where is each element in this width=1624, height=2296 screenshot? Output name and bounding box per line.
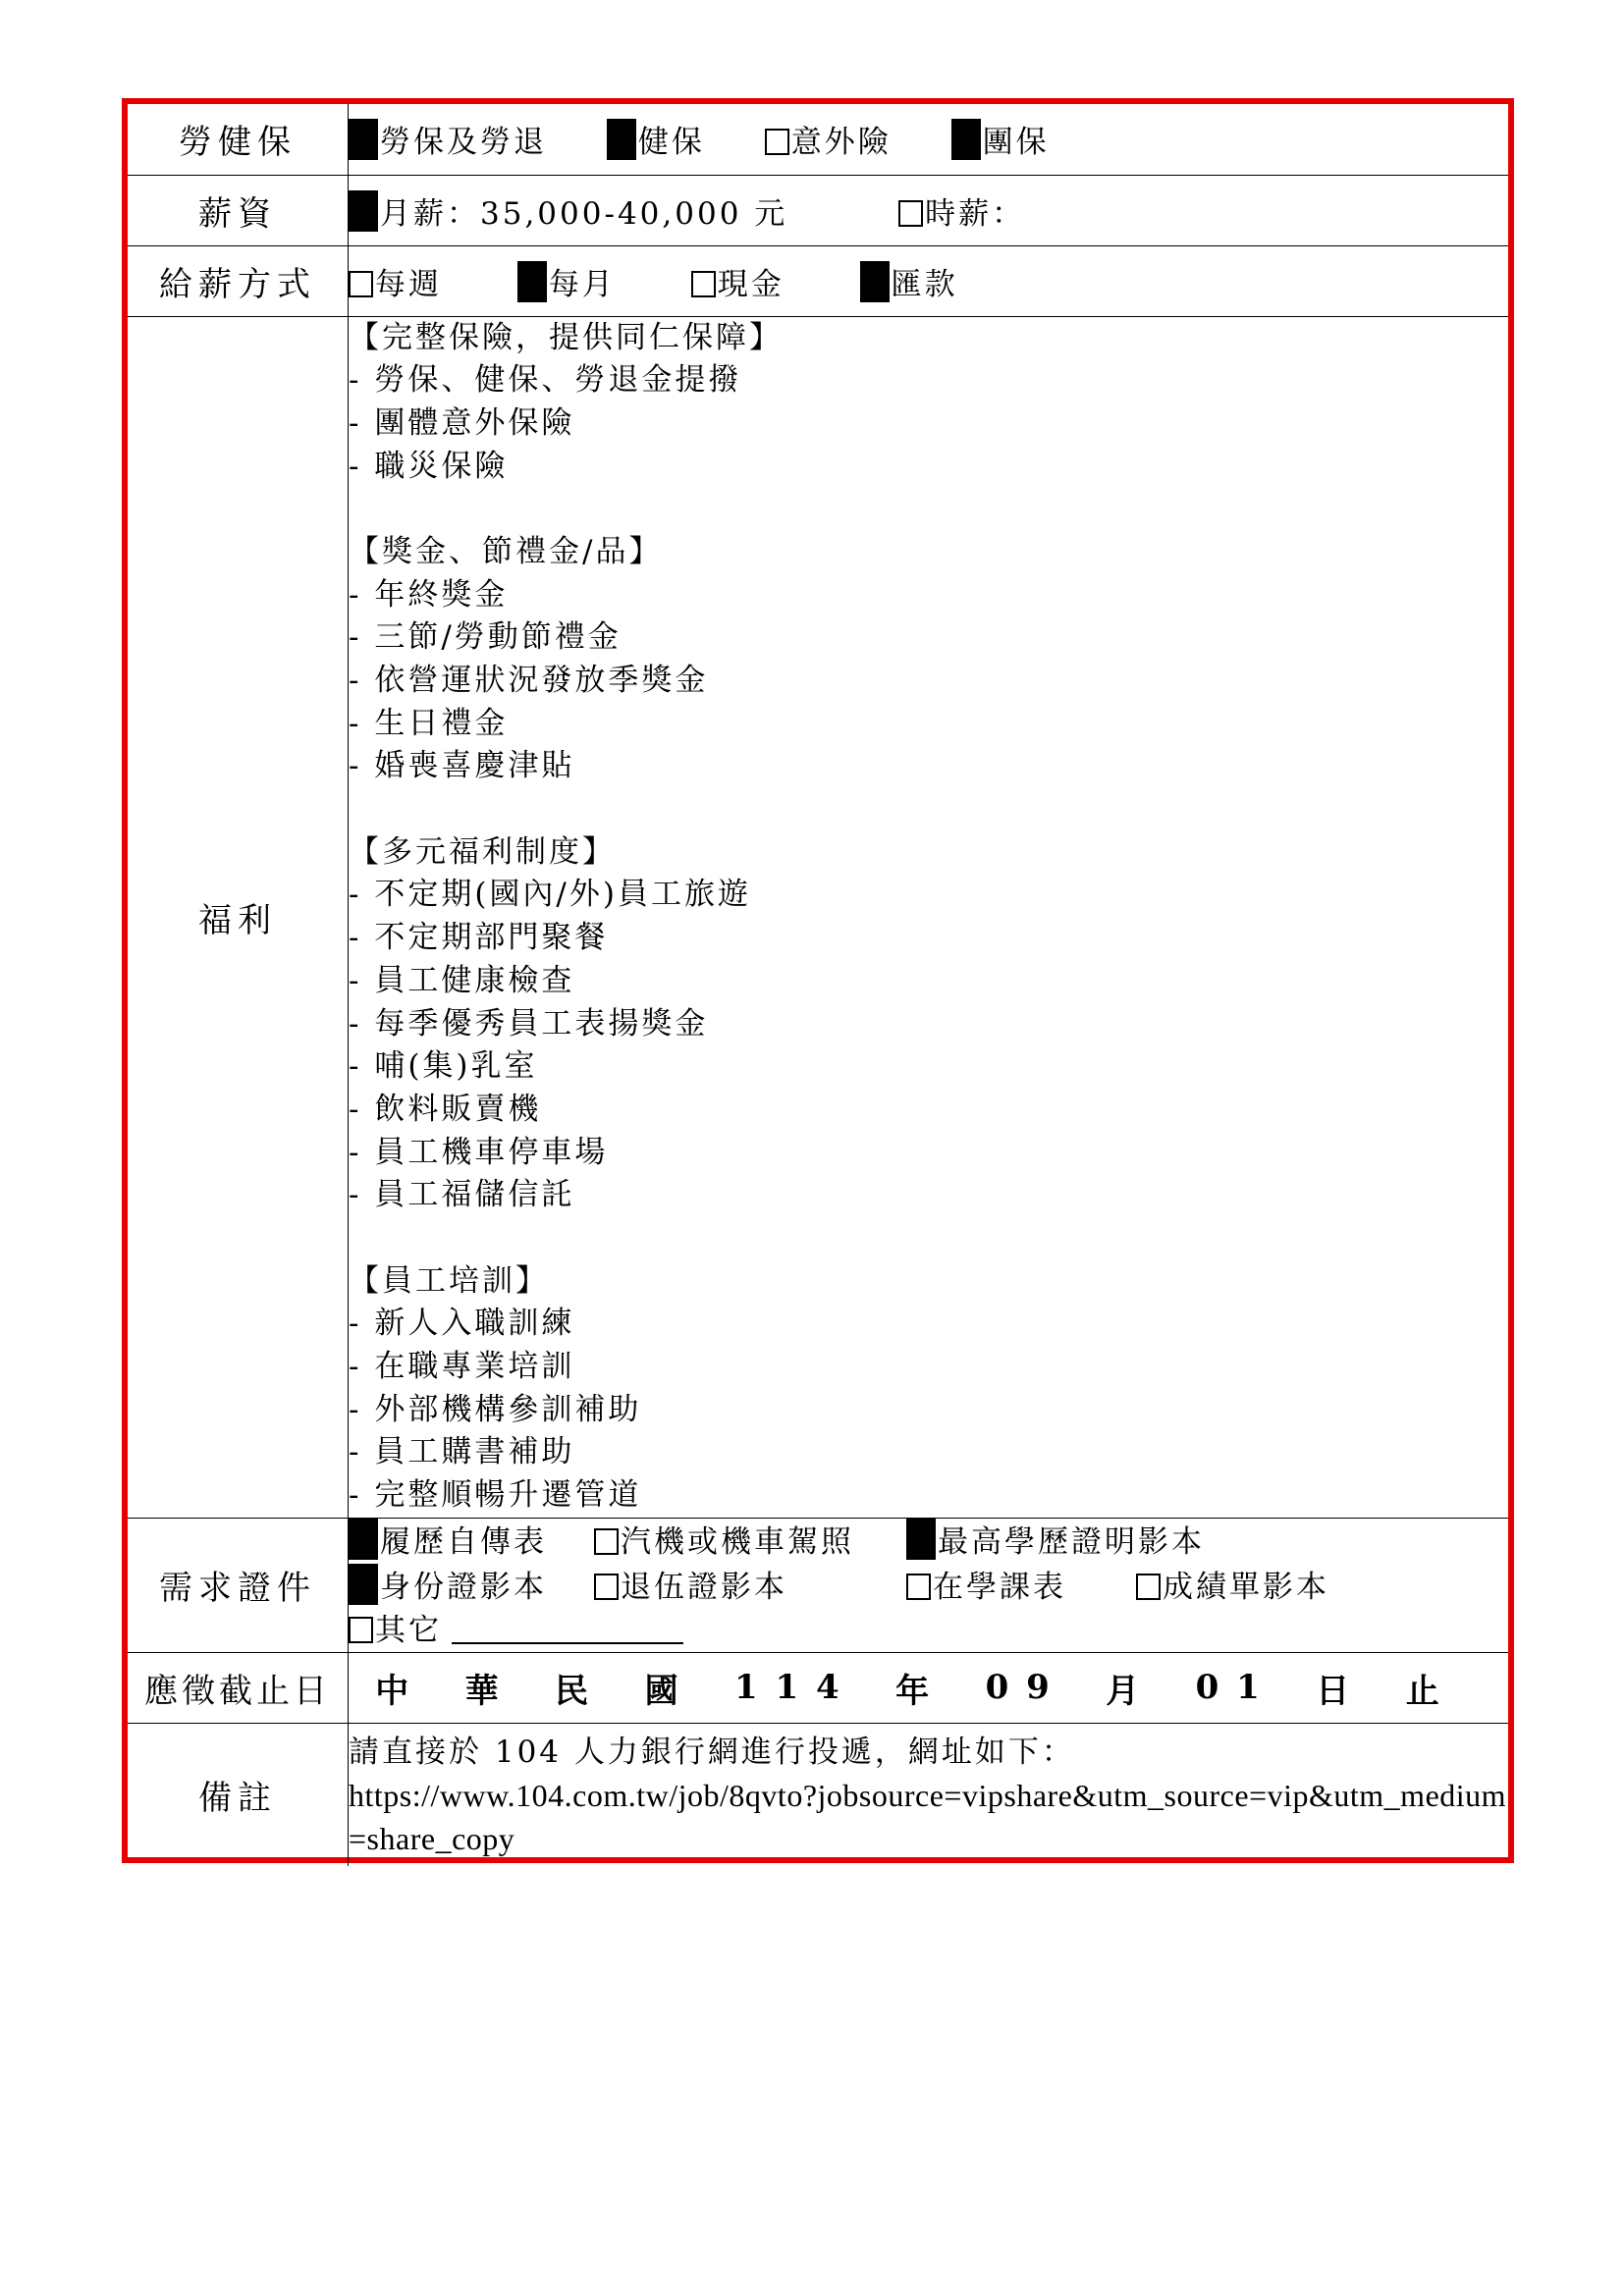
option-group-insurance[interactable]: [951, 117, 1050, 161]
benefit-line: - 員工健康檢查: [349, 962, 575, 998]
option-label: 現金: [717, 266, 785, 302]
benefit-line: - 員工購書補助: [349, 1434, 575, 1470]
row-benefits: [128, 316, 1508, 1518]
checkbox[interactable]: [906, 1574, 931, 1600]
documents-line-2: [349, 1564, 1508, 1609]
option-discharge-copy[interactable]: [594, 1566, 906, 1609]
row-deadline: [128, 1652, 1508, 1723]
checkbox[interactable]: [860, 261, 890, 302]
checkbox[interactable]: [906, 1519, 936, 1560]
option-label: 履歷自傳表: [380, 1523, 547, 1560]
label-salary: 薪資: [128, 175, 349, 245]
benefits-list: [349, 316, 1509, 1518]
benefit-line: [349, 1217, 1508, 1260]
option-label: 身份證影本: [380, 1569, 547, 1605]
row-remarks: [128, 1723, 1508, 1866]
benefit-line: - 外部機構參訓補助: [349, 1391, 642, 1427]
option-label: 意外險: [790, 125, 892, 161]
row-insurance: [128, 104, 1508, 175]
checkbox[interactable]: [1136, 1574, 1161, 1600]
label-remarks: 備註: [128, 1723, 349, 1866]
benefit-line: - 完整順暢升遷管道: [349, 1477, 642, 1514]
benefit-line: - 在職專業培訓: [349, 1349, 575, 1384]
benefit-line: - 團體意外保險: [349, 404, 575, 441]
label-deadline: 應徵截止日: [128, 1652, 349, 1723]
option-label: 匯款: [891, 266, 958, 302]
option-label: 團保: [982, 125, 1050, 161]
benefit-line: - 員工福儲信託: [349, 1177, 575, 1213]
option-label: 最高學歷證明影本: [938, 1523, 1205, 1560]
option-hourly-wage[interactable]: [898, 188, 1025, 233]
option-labor-insurance-pension[interactable]: [349, 117, 547, 161]
benefit-line: - 婚喪喜慶津貼: [349, 748, 575, 784]
checkbox[interactable]: [765, 129, 789, 155]
option-label: 月薪：35,000-40,000 元: [380, 195, 788, 232]
option-label: 每月: [548, 266, 616, 302]
option-cash[interactable]: [691, 259, 785, 303]
salary-options: [349, 175, 1509, 245]
option-weekly[interactable]: [349, 259, 442, 303]
benefit-line: 【完整保險，提供同仁保障】: [349, 319, 783, 355]
deadline-part: 日: [1316, 1671, 1353, 1711]
benefit-line: 【獎金、節禮金/品】: [349, 533, 663, 569]
option-accident-insurance[interactable]: [765, 117, 892, 161]
benefit-line: - 年終獎金: [349, 576, 509, 613]
option-monthly[interactable]: [517, 259, 616, 303]
checkbox[interactable]: [594, 1528, 619, 1555]
row-pay-method: [128, 245, 1508, 316]
deadline-value: [349, 1652, 1509, 1723]
benefit-line: - 員工機車停車場: [349, 1134, 609, 1170]
remarks-content: [349, 1723, 1509, 1866]
row-documents: [128, 1518, 1508, 1652]
option-class-schedule[interactable]: [906, 1566, 1136, 1609]
deadline-part: 國: [644, 1671, 681, 1711]
label-documents: 需求證件: [128, 1518, 349, 1652]
option-label: 在學課表: [933, 1569, 1066, 1605]
option-label: 每週: [375, 266, 442, 302]
deadline-part: 華: [464, 1671, 502, 1711]
benefit-line: [349, 788, 1508, 831]
benefit-line: [349, 488, 1508, 531]
option-health-insurance[interactable]: [607, 117, 705, 161]
benefit-line: - 哺(集)乳室: [349, 1048, 538, 1085]
pay-method-options: [349, 245, 1509, 316]
deadline-year: 1 1 4: [734, 1668, 842, 1708]
deadline-part: 止: [1405, 1671, 1442, 1711]
checkbox[interactable]: [594, 1574, 619, 1600]
benefit-line: - 不定期部門聚餐: [349, 920, 609, 956]
row-salary: [128, 175, 1508, 245]
deadline-date: [349, 1664, 1508, 1712]
deadline-day: 0 1: [1195, 1668, 1263, 1708]
option-label: 成績單影本: [1163, 1569, 1329, 1605]
option-label: 汽機或機車駕照: [621, 1523, 854, 1560]
checkbox[interactable]: [349, 271, 373, 297]
form-frame: [122, 98, 1514, 1863]
benefit-line: - 職災保險: [349, 448, 509, 484]
documents-line-1: [349, 1519, 1508, 1564]
checkbox[interactable]: [951, 119, 981, 160]
option-resume[interactable]: [349, 1519, 594, 1564]
remarks-instruction: 請直接於 104 人力銀行網進行投遞，網址如下：: [349, 1734, 1075, 1770]
option-label: 其它: [375, 1612, 442, 1648]
documents-line-3: [349, 1609, 1508, 1652]
checkbox[interactable]: [349, 119, 378, 160]
label-pay-method: 給薪方式: [128, 245, 349, 316]
benefit-line: - 每季優秀員工表揚獎金: [349, 1005, 709, 1041]
option-other[interactable]: [349, 1613, 442, 1648]
option-label: 退伍證影本: [621, 1569, 787, 1605]
checkbox[interactable]: [691, 271, 716, 297]
deadline-part: 民: [555, 1671, 592, 1711]
benefit-line: - 生日禮金: [349, 705, 509, 741]
checkbox[interactable]: [898, 200, 923, 227]
option-label: 健保: [637, 125, 705, 161]
checkbox[interactable]: [517, 261, 547, 302]
documents-options: [349, 1518, 1509, 1652]
benefit-line: 【多元福利制度】: [349, 833, 616, 870]
checkbox[interactable]: [349, 1564, 378, 1605]
benefit-line: - 飲料販賣機: [349, 1091, 542, 1127]
application-url-link[interactable]: https://www.104.com.tw/job/8qvto?jobsource=vipshare&utm_source=vip&utm_medium=share_copy: [349, 1777, 1507, 1856]
benefit-line: - 勞保、健保、勞退金提撥: [349, 362, 742, 399]
other-blank-line[interactable]: [452, 1642, 683, 1644]
checkbox[interactable]: [349, 1617, 373, 1643]
benefit-line: - 新人入職訓練: [349, 1306, 575, 1342]
option-bank-transfer[interactable]: [860, 259, 958, 303]
benefit-line: - 依營運狀況發放季獎金: [349, 663, 709, 698]
option-id-copy[interactable]: [349, 1564, 594, 1609]
benefit-line: - 三節/勞動節禮金: [349, 619, 622, 656]
benefit-line: 【員工培訓】: [349, 1262, 549, 1299]
deadline-part: 中: [375, 1671, 412, 1711]
option-driver-license[interactable]: [594, 1521, 906, 1564]
option-label: 時薪：: [925, 195, 1026, 232]
label-insurance: 勞健保: [128, 104, 349, 175]
deadline-part: 月: [1106, 1671, 1143, 1711]
option-label: 勞保及勞退: [380, 125, 547, 161]
checkbox[interactable]: [349, 1519, 378, 1560]
option-transcript-copy[interactable]: [1136, 1570, 1329, 1605]
option-monthly-salary[interactable]: [349, 188, 787, 233]
checkbox[interactable]: [349, 190, 378, 232]
checkbox[interactable]: [607, 119, 636, 160]
label-benefits: 福利: [128, 316, 349, 1518]
deadline-month: 0 9: [985, 1668, 1053, 1708]
insurance-options: [349, 104, 1509, 175]
benefit-line: - 不定期(國內/外)員工旅遊: [349, 877, 751, 913]
deadline-part: 年: [895, 1671, 933, 1711]
option-diploma-copy[interactable]: [906, 1524, 1205, 1560]
job-info-table: [128, 104, 1508, 1866]
